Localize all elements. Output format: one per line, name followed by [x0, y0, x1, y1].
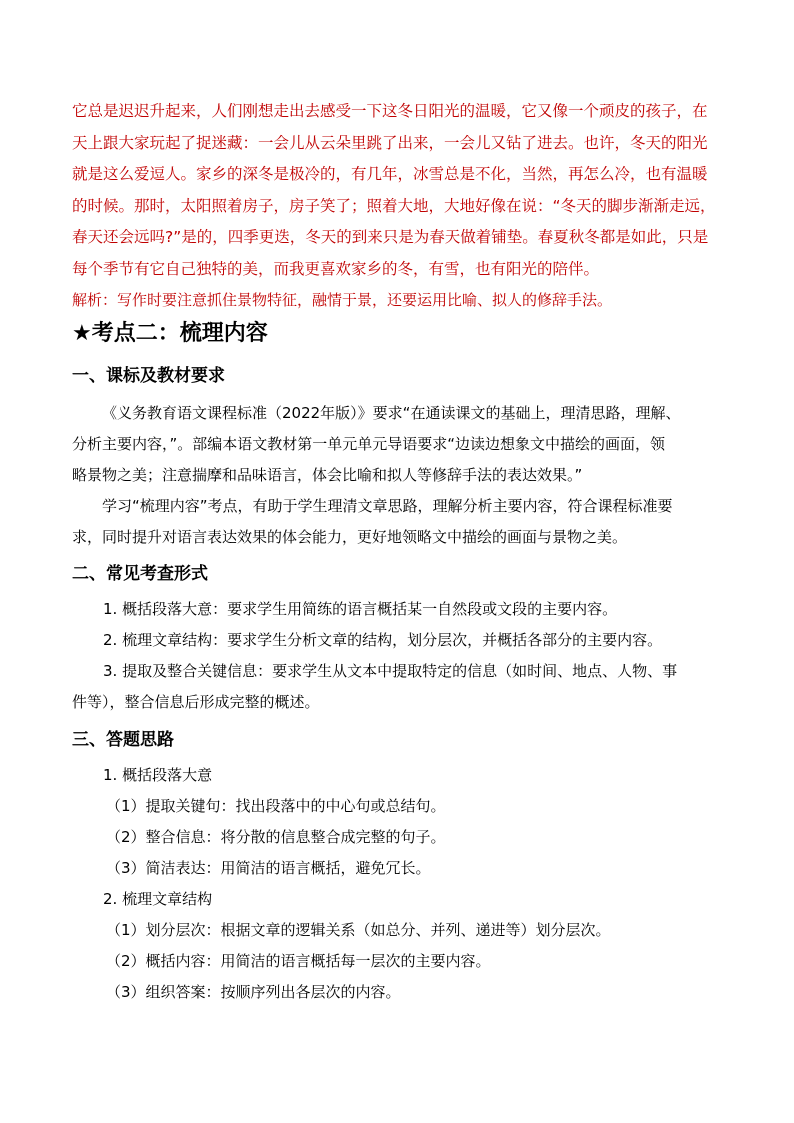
part1-heading: 一、课标及教材要求: [72, 366, 225, 386]
subheading: 1. 概括段落大意: [103, 766, 213, 784]
passage-line: 每个季节有它自己独特的美，而我更喜欢家乡的冬，有雪，也有阳光的陪伴。: [72, 259, 600, 278]
sample-passage: [72, 96, 732, 317]
step-item: （2）整合信息：将分散的信息整合成完整的句子。: [106, 828, 446, 846]
step-item: （2）概括内容：用简洁的语言概括每一层次的主要内容。: [106, 952, 491, 970]
paragraph-line: 分析主要内容，”。部编本语文教材第一单元单元导语要求“边读边想象文中描绘的画面，领: [72, 435, 666, 453]
part2-heading: 二、常见考查形式: [72, 564, 208, 584]
passage-line: 天上跟大家玩起了捉迷藏：一会儿从云朵里跳了出来，一会儿又钻了进去。也许，冬天的阳光: [72, 133, 708, 152]
passage-line: 它总是迟迟升起来，人们刚想走出去感受一下这冬日阳光的温暖，它又像一个顽皮的孩子，在: [72, 102, 708, 120]
part1-body: [72, 398, 732, 553]
part2-body: [72, 594, 732, 718]
list-item: 2. 梳理文章结构：要求学生分析文章的结构，划分层次，并概括各部分的主要内容。: [103, 631, 663, 649]
part3-heading: 三、答题思路: [72, 730, 174, 750]
paragraph-line: 学习“梳理内容”考点，有助于学生理清文章思路，理解分析主要内容，符合课程标准要: [102, 497, 673, 515]
step-item: （1）划分层次：根据文章的逻辑关系（如总分、并列、递进等）划分层次。: [106, 921, 611, 939]
passage-line: 春天还会远吗?”是的，四季更迭，冬天的到来只是为春天做着铺垫。春夏秋冬都是如此，只是: [72, 228, 709, 246]
paragraph-line: 《义务教育语文课程标准（2022年版）》要求“在通读课文的基础上，理清思路，理解、: [102, 404, 681, 422]
subheading: 2. 梳理文章结构: [103, 890, 213, 908]
passage-line: 的时候。那时，太阳照着房子，房子笑了；照着大地，大地好像在说：“冬天的脚步渐渐走远，: [72, 196, 716, 215]
list-item: 3. 提取及整合关键信息：要求学生从文本中提取特定的信息（如时间、地点、人物、事: [103, 662, 678, 680]
paragraph-line: 求，同时提升对语言表达效果的体会能力，更好地领略文中描绘的画面与景物之美。: [72, 528, 628, 546]
passage-line: 就是这么爱逗人。家乡的深冬是极冷的，有几年，冰雪总是不化，当然，再怎么冷，也有温暖: [72, 165, 708, 183]
analysis-note: 解析：写作时要注意抓住景物特征，融情于景，还要运用比喻、拟人的修辞手法。: [72, 291, 613, 309]
step-item: （3）简洁表达：用简洁的语言概括，避免冗长。: [106, 859, 431, 877]
list-item: 1. 概括段落大意：要求学生用简练的语言概括某一自然段或文段的主要内容。: [103, 600, 618, 618]
list-item-continuation: 件等），整合信息后形成完整的概述。: [72, 693, 320, 711]
section-title: ★考点二：梳理内容: [72, 321, 268, 346]
part3-body: [72, 760, 732, 1008]
paragraph-line: 略景物之美；注意揣摩和品味语言，体会比喻和拟人等修辞手法的表达效果。”: [72, 466, 583, 484]
step-item: （1）提取关键句：找出段落中的中心句或总结句。: [106, 797, 446, 815]
step-item: （3）组织答案：按顺序列出各层次的内容。: [106, 983, 401, 1001]
